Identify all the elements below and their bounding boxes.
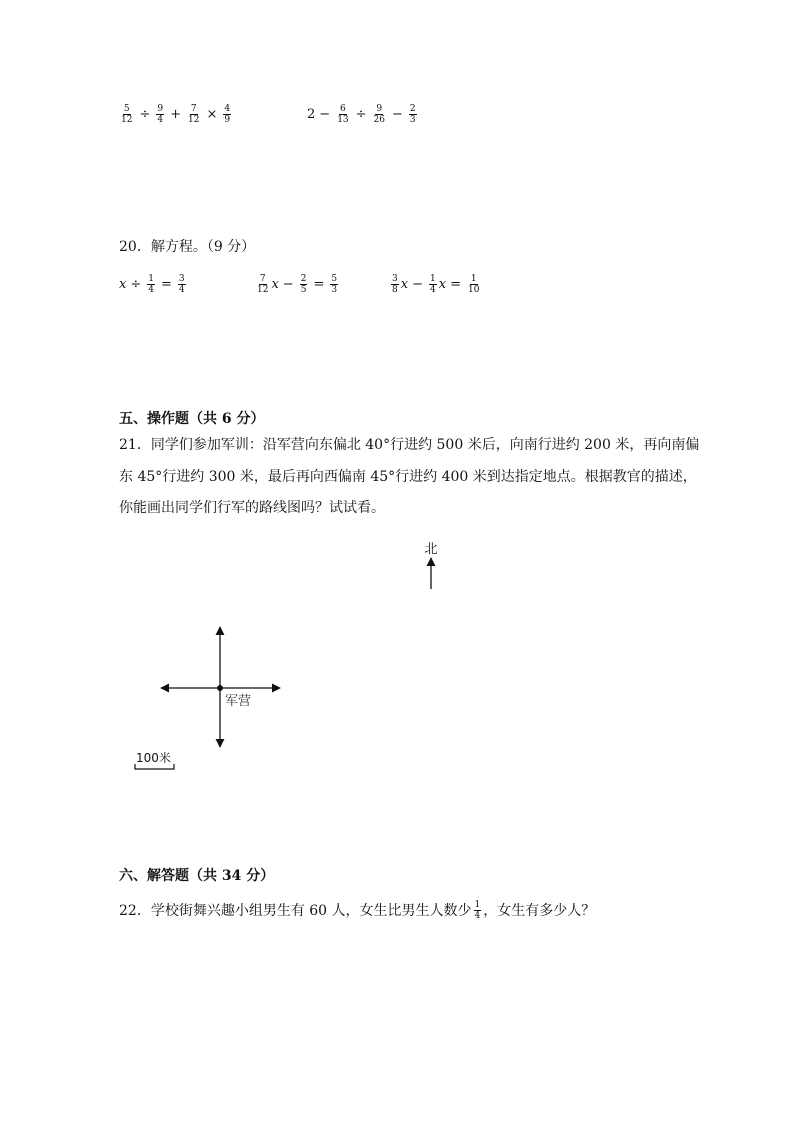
fraction: $\frac{4}{9}$ bbox=[224, 104, 231, 125]
operator: − bbox=[282, 277, 294, 292]
fraction: $\frac{1}{4}$ bbox=[148, 274, 154, 295]
operator: ÷ bbox=[139, 107, 151, 122]
operator: + bbox=[170, 107, 181, 122]
fraction: $\frac{7}{12}$ bbox=[257, 274, 269, 295]
section-6-heading: 六、解答题（共 34 分） bbox=[119, 868, 275, 884]
fraction: $\frac{5}{12}$ bbox=[121, 104, 133, 125]
variable: x bbox=[400, 277, 409, 292]
camp-point bbox=[217, 685, 223, 691]
question-22-text: 22．学校街舞兴趣小组男生有 60 人，女生比男生人数少 bbox=[119, 902, 472, 919]
scale-label: 100米 bbox=[136, 751, 171, 765]
fraction: $\frac{2}{5}$ bbox=[300, 274, 307, 295]
question-22-text-end: ，女生有多少人？ bbox=[483, 902, 596, 919]
question-20-title: 20．解方程。（9 分） bbox=[119, 239, 256, 255]
question-22 bbox=[119, 900, 595, 921]
fraction: $\frac{6}{13}$ bbox=[337, 104, 349, 125]
fraction: $\frac{5}{3}$ bbox=[331, 274, 338, 295]
fraction: $\frac{3}{4}$ bbox=[178, 274, 185, 295]
operator: × bbox=[206, 107, 218, 122]
equals: = bbox=[313, 277, 325, 292]
operator: − bbox=[319, 107, 331, 122]
equals: = bbox=[450, 277, 461, 292]
variable: x bbox=[271, 277, 279, 292]
operator: ÷ bbox=[130, 277, 142, 292]
number: 2 bbox=[307, 107, 316, 122]
fraction: $\frac{3}{8}$ bbox=[392, 274, 398, 295]
section-5-heading: 五、操作题（共 6 分） bbox=[119, 411, 265, 427]
operator: − bbox=[392, 107, 403, 122]
north-label: 北 bbox=[424, 542, 438, 557]
question-21-line-3: 你能画出同学们行军的路线图吗？试试看。 bbox=[119, 500, 385, 516]
fraction: $\frac{1}{4}$ bbox=[429, 274, 436, 295]
equals: = bbox=[160, 277, 172, 292]
operator: ÷ bbox=[355, 107, 367, 122]
camp-label: 军营 bbox=[225, 694, 252, 709]
fraction: $\frac{1}{4}$ bbox=[474, 900, 481, 921]
fraction: $\frac{7}{12}$ bbox=[188, 104, 200, 125]
fraction: $\frac{1}{10}$ bbox=[467, 274, 480, 295]
question-21-line-2: 东 45°行进约 300 米，最后再向西偏南 45°行进约 400 米到达指定地点。根据教官的描述， bbox=[119, 469, 697, 485]
question-21-line-1: 21．同学们参加军训：沿军营向东偏北 40°行进约 500 米后，向南行进约 200 米，再向南偏 bbox=[119, 437, 700, 453]
fraction: $\frac{2}{3}$ bbox=[409, 104, 416, 125]
variable: x bbox=[119, 277, 127, 292]
operator: − bbox=[412, 277, 423, 292]
fraction: $\frac{9}{4}$ bbox=[157, 104, 164, 125]
variable: x bbox=[438, 277, 447, 292]
fraction: $\frac{9}{26}$ bbox=[373, 104, 385, 125]
